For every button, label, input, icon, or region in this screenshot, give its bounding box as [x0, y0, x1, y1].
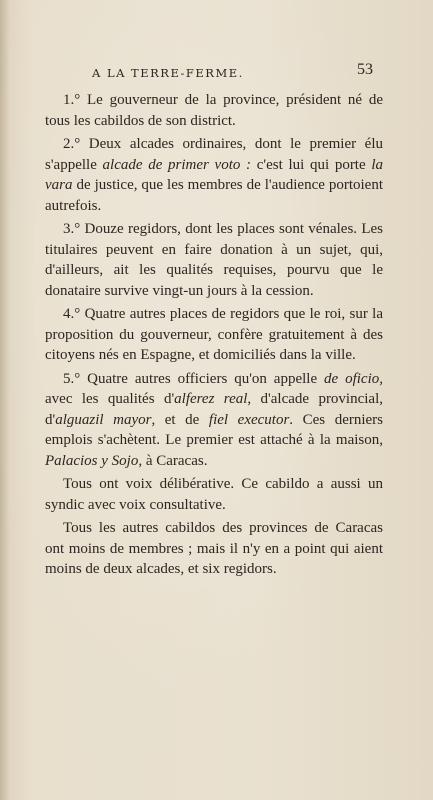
paragraph-2-text-b: c'est lui qui porte [251, 156, 372, 173]
paragraph-5 [45, 369, 383, 472]
paragraph-2-text-a: 2.° Deux alcades ordinaires, dont le premier élu s'appelle [45, 136, 383, 173]
paragraph-5-text-d: , et de [151, 411, 209, 428]
paragraph-2-italic-b: la vara [45, 156, 383, 193]
paragraph-5-text-f: , à Caracas. [138, 452, 208, 469]
paragraph-3: 3.° Douze regidors, dont les places sont vénales. Les titulaires peuvent en faire donation à un sujet, qui, d'ailleurs, ait les qualités requises, pourvu que le donataire survive vingt-un jours à la cession. [45, 221, 383, 299]
paragraph-5-text-a: 5.° Quatre autres officiers qu'on appelle [63, 370, 325, 387]
body-text [45, 90, 383, 583]
binding-shadow [0, 0, 10, 800]
paragraph-5-italic-d: fiel executor [208, 411, 290, 428]
paragraph-5-italic-c: alguazil mayor [55, 411, 152, 428]
paragraph-5-text-b: , avec les qualités d' [45, 370, 383, 407]
paragraph-2-text-c: de justice, que les membres de l'audience portoient autrefois. [45, 177, 383, 214]
paragraph-5-italic-b: alferez real [174, 391, 248, 407]
paragraph-5-italic-a: de oficio [324, 370, 380, 387]
paragraph-1: 1.° Le gouverneur de la province, président né de tous les cabildos de son district. [45, 92, 383, 129]
paragraph-5-text-c: , d'alcade provincial, d' [45, 391, 384, 428]
paragraph-6: Tous ont voix délibérative. Ce cabildo a aussi un syndic avec voix consultative. [45, 476, 383, 513]
paragraph-2-italic-a: alcade de primer voto : [102, 156, 252, 173]
paragraph-5-italic-e: Palacios y Sojo [45, 452, 139, 469]
paragraph-7: Tous les autres cabildos des provinces de Caracas ont moins de membres ; mais il n'y en a point qui aient moins de deux alcades, et six regidors. [45, 520, 383, 577]
paragraph-2 [45, 134, 383, 216]
paragraph-4: 4.° Quatre autres places de regidors que le roi, sur la proposition du gouverneur, confère gratuitement à des citoyens nés en Espagne, et domiciliés dans la ville. [45, 306, 383, 363]
page-number: 53 [357, 61, 373, 78]
running-header: A LA TERRE-FERME. [92, 66, 244, 80]
paragraph-5-text-e: . Ces derniers emplois s'achètent. Le premier est attaché à la maison, [45, 411, 384, 448]
